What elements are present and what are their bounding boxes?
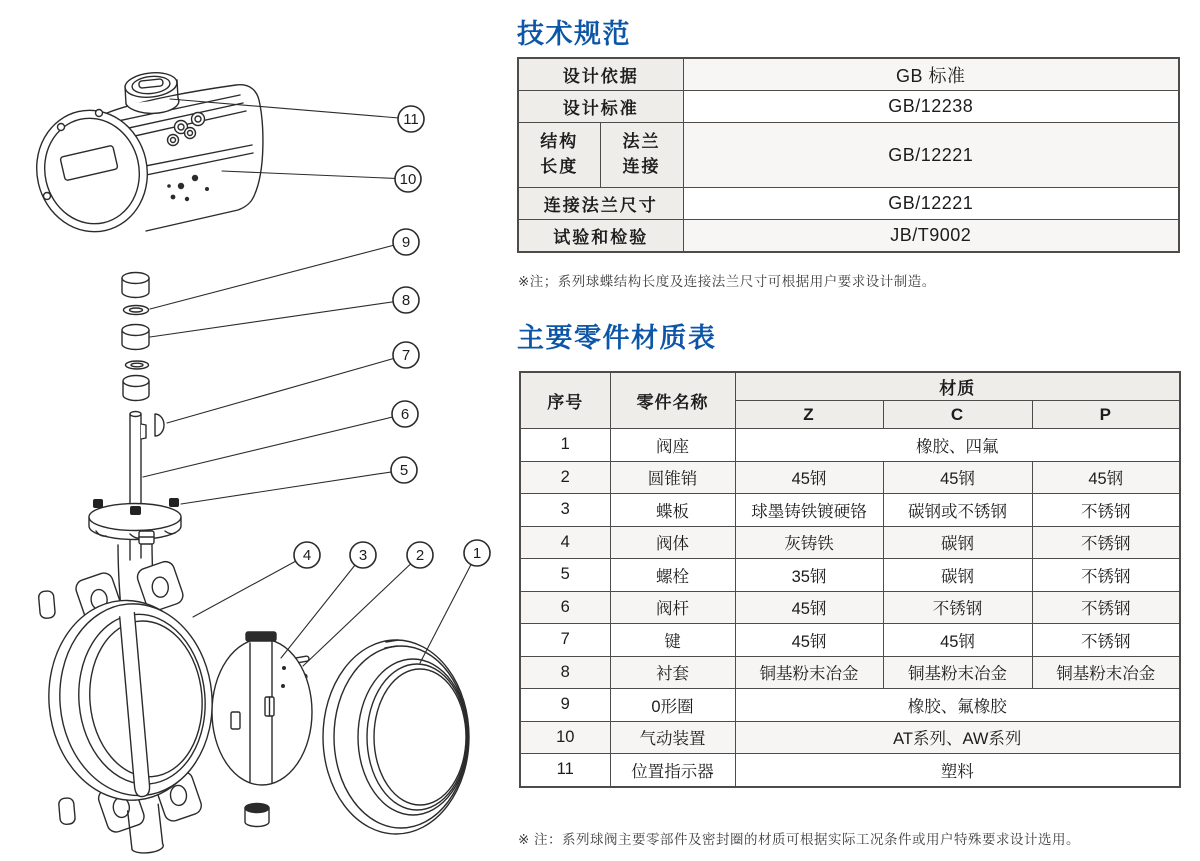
callout-number: 10 (399, 171, 417, 188)
callout-leader-line (193, 555, 307, 617)
material-cell: 铜基粉末冶金 (1032, 656, 1180, 689)
part-name-cell: 圆锥销 (610, 461, 735, 494)
position-indicator-drawing (124, 70, 179, 113)
part-name-cell: 阀杆 (610, 591, 735, 624)
material-cell: 不锈钢 (1032, 526, 1180, 559)
header-variant: C (883, 401, 1032, 429)
table-row (518, 58, 1179, 91)
header-name: 零件名称 (610, 372, 735, 429)
material-cell: 不锈钢 (1032, 624, 1180, 657)
spec-label-cell: 试验和检验 (518, 220, 683, 253)
table-row (518, 91, 1179, 123)
material-cell: 碳钢 (883, 526, 1032, 559)
material-cell: 35钢 (735, 559, 883, 592)
callout-number: 5 (399, 462, 409, 479)
table-row (520, 591, 1180, 624)
part-name-cell: 0形圈 (610, 689, 735, 722)
material-cell: 橡胶、氟橡胶 (735, 689, 1180, 722)
material-cell: 碳钢 (883, 559, 1032, 592)
spec-label-cell: 结构 长度 (518, 123, 600, 188)
table-row (518, 220, 1179, 253)
part-no-cell: 9 (520, 689, 610, 722)
materials-table (519, 371, 1181, 788)
spec-value-cell: GB/12221 (683, 188, 1179, 220)
material-cell: 铜基粉末冶金 (735, 656, 883, 689)
material-cell: AT系列、AW系列 (735, 721, 1180, 754)
part-name-cell: 键 (610, 624, 735, 657)
material-cell: 灰铸铁 (735, 526, 883, 559)
material-cell: 45钢 (1032, 461, 1180, 494)
callout-leader-line (281, 555, 363, 658)
callout-number: 11 (403, 111, 419, 128)
callout-number: 9 (401, 234, 411, 251)
callout-number: 4 (302, 547, 312, 564)
table-row (520, 754, 1180, 787)
table-row (518, 123, 1179, 188)
actuator-drawing (25, 70, 263, 242)
callout-leader-line (150, 300, 406, 337)
material-cell: 不锈钢 (883, 591, 1032, 624)
material-cell: 碳钢或不锈钢 (883, 494, 1032, 527)
header-material: 材质 (735, 372, 1180, 401)
table-row (520, 494, 1180, 527)
table-row (520, 461, 1180, 494)
part-no-cell: 1 (520, 429, 610, 462)
callout-number: 2 (415, 547, 425, 564)
spec-section-title: 技术规范 (517, 19, 631, 49)
table-row (520, 656, 1180, 689)
part-no-cell: 10 (520, 721, 610, 754)
header-no: 序号 (520, 372, 610, 429)
spec-table-body (518, 58, 1179, 252)
table-row (520, 526, 1180, 559)
stem-parts-drawing (89, 273, 181, 611)
disc-drawing (212, 632, 312, 827)
table-row (520, 624, 1180, 657)
header-variant: P (1032, 401, 1180, 429)
callout-leader-line (167, 355, 406, 423)
spec-note: ※注；系列球蝶结构长度及连接法兰尺寸可根据用户要求设计制造。 (518, 274, 936, 289)
materials-note: ※ 注：系列球阀主要零部件及密封圈的材质可根据实际工况条件或用户特殊要求设计选用。 (518, 832, 1081, 847)
spec-value-cell: JB/T9002 (683, 220, 1179, 253)
spec-value-cell: GB/12238 (683, 91, 1179, 123)
table-row (520, 721, 1180, 754)
callout-number: 1 (472, 545, 482, 562)
material-cell: 45钢 (883, 624, 1032, 657)
part-name-cell: 蝶板 (610, 494, 735, 527)
part-name-cell: 螺栓 (610, 559, 735, 592)
material-cell: 45钢 (735, 461, 883, 494)
spec-label-cell: 法兰 连接 (600, 123, 683, 188)
material-cell: 45钢 (883, 461, 1032, 494)
part-no-cell: 4 (520, 526, 610, 559)
material-cell: 铜基粉末冶金 (883, 656, 1032, 689)
material-cell: 不锈钢 (1032, 559, 1180, 592)
material-cell: 45钢 (735, 591, 883, 624)
material-cell: 球墨铸铁镀硬铬 (735, 494, 883, 527)
table-row (520, 429, 1180, 462)
spec-label-cell: 设计依据 (518, 58, 683, 91)
part-no-cell: 8 (520, 656, 610, 689)
callout-number: 8 (401, 292, 411, 309)
part-name-cell: 气动装置 (610, 721, 735, 754)
callout-number: 3 (358, 547, 368, 564)
exploded-valve-drawing (0, 0, 510, 861)
table-row (520, 689, 1180, 722)
spec-label-cell: 连接法兰尺寸 (518, 188, 683, 220)
part-name-cell: 位置指示器 (610, 754, 735, 787)
materials-section-title: 主要零件材质表 (517, 323, 717, 353)
part-no-cell: 6 (520, 591, 610, 624)
material-cell: 不锈钢 (1032, 494, 1180, 527)
part-no-cell: 11 (520, 754, 610, 787)
callout-leader-line (143, 414, 405, 477)
spec-value-cell: GB 标准 (683, 58, 1179, 91)
table-row (520, 372, 1180, 401)
callout-number: 7 (401, 347, 411, 364)
seat-ring-drawing (323, 640, 469, 834)
spec-label-cell: 设计标准 (518, 91, 683, 123)
part-name-cell: 阀座 (610, 429, 735, 462)
part-no-cell: 3 (520, 494, 610, 527)
material-cell: 45钢 (735, 624, 883, 657)
header-variant: Z (735, 401, 883, 429)
part-no-cell: 2 (520, 461, 610, 494)
valve-body-drawing (36, 557, 225, 861)
callout-leader-line (150, 242, 406, 309)
part-name-cell: 阀体 (610, 526, 735, 559)
material-cell: 塑料 (735, 754, 1180, 787)
part-no-cell: 7 (520, 624, 610, 657)
spec-value-cell: GB/12221 (683, 123, 1179, 188)
part-no-cell: 5 (520, 559, 610, 592)
table-row (518, 188, 1179, 220)
callout-leader-line (420, 553, 477, 663)
spec-table (517, 57, 1180, 253)
material-cell: 不锈钢 (1032, 591, 1180, 624)
material-cell: 橡胶、四氟 (735, 429, 1180, 462)
callout-number: 6 (400, 406, 410, 423)
part-name-cell: 衬套 (610, 656, 735, 689)
table-row (520, 559, 1180, 592)
materials-table-body (520, 372, 1180, 787)
callout-leader-line (181, 470, 404, 504)
